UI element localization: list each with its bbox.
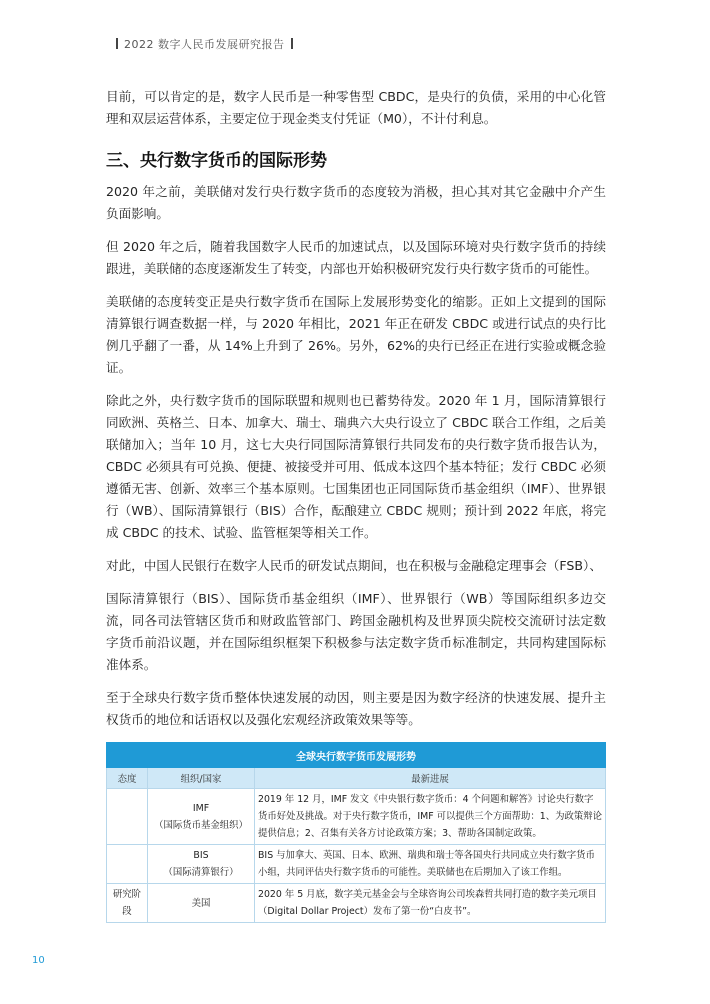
table-row — [107, 789, 606, 845]
body-paragraph: 但 2020 年之后，随着我国数字人民币的加速试点，以及国际环境对央行数字货币的持续跟进，美联储的态度逐渐发生了转变，内部也开始积极研究发行央行数字货币的可能性。 — [106, 239, 606, 276]
body-paragraph: 国际清算银行（BIS）、国际货币基金组织（IMF）、世界银行（WB）等国际组织多边交流，同各司法管辖区货币和财政监管部门、跨国金融机构及世界顶尖院校交流研讨法定数字货币前沿议题，并在国际组织框架下积极参与法定数字货币标准制定，共同构建国际标准体系。 — [106, 591, 606, 672]
table-header-stage: 态度 — [107, 768, 148, 789]
org-name: BIS — [193, 850, 209, 861]
running-header — [110, 36, 299, 52]
table-cell-stage — [107, 789, 148, 845]
table-header-org: 组织/国家 — [148, 768, 255, 789]
cbdc-table — [106, 742, 606, 923]
page-content — [106, 86, 606, 923]
body-paragraph: 除此之外，央行数字货币的国际联盟和规则也已蓄势待发。2020 年 1 月，国际清算银行同欧洲、英格兰、日本、加拿大、瑞士、瑞典六大央行设立了 CBDC 联合工作组，之后美联储加入；当年 10 月，这七大央行同国际清算银行共同发布的央行数字货币报告认为，CBDC 必须具有可兑换、便捷、被接受并可用、低成本这四个基本特征；发行 CBDC 必须遵循无害、创新、效率三个基本原则。七国集团也正同国际货币基金组织（IMF）、世界银行（WB）、国际清算银行（BIS）合作，酝酿建立 CBDC 规则；预计到 2022 年底，将完成 CBDC 的技术、试验、监管框架等相关工作。 — [106, 393, 606, 540]
table-cell-progress: 2020 年 5 月底，数字美元基金会与全球咨询公司埃森哲共同打造的数字美元项目（Digital Dollar Project）发布了第一份“白皮书”。 — [255, 884, 606, 923]
body-paragraph: 对此，中国人民银行在数字人民币的研发试点期间，也在积极与金融稳定理事会（FSB）、 — [106, 558, 602, 573]
table-cell-stage: 研究阶段 — [107, 884, 148, 923]
header-right-bar — [291, 38, 293, 49]
org-name: 美国 — [191, 897, 211, 909]
table-header-progress: 最新进展 — [255, 768, 606, 789]
table-row — [107, 845, 606, 884]
table-cell-org — [148, 789, 255, 845]
table-cell-progress: BIS 与加拿大、英国、日本、欧洲、瑞典和瑞士等各国央行共同成立央行数字货币小组，共同评估央行数字货币的可能性。美联储也在后期加入了该工作组。 — [255, 845, 606, 884]
header-title: 2022 数字人民币发展研究报告 — [124, 38, 285, 51]
section-heading: 三、央行数字货币的国际形势 — [106, 151, 327, 171]
org-name: IMF — [192, 802, 210, 814]
table-caption: 全球央行数字货币发展形势 — [107, 743, 606, 768]
table-cell-org — [148, 845, 255, 884]
body-paragraph: 2020 年之前，美联储对发行央行数字货币的态度较为消极，担心其对其它金融中介产生负面影响。 — [106, 184, 606, 221]
body-paragraph: 至于全球央行数字货币整体快速发展的动因，则主要是因为数字经济的快速发展、提升主权货币的地位和话语权以及强化宏观经济政策效果等等。 — [106, 690, 606, 727]
org-fullname: （国际货币基金组织） — [154, 819, 248, 831]
org-fullname: （国际清算银行） — [163, 867, 239, 878]
page-number: 10 — [32, 955, 45, 966]
table-cell-stage — [107, 845, 148, 884]
body-paragraph: 美联储的态度转变正是央行数字货币在国际上发展形势变化的缩影。正如上文提到的国际清算银行调查数据一样，与 2020 年相比，2021 年正在研发 CBDC 或进行试点的央行比例几乎翻了一番，从 14%上升到了 26%。另外，62%的央行已经正在进行实验或概念验证。 — [106, 294, 606, 375]
table-cell-org — [148, 884, 255, 923]
table-cell-progress: 2019 年 12 月，IMF 发文《中央银行数字货币：4 个问题和解答》讨论央行数字货币好处及挑战。对于央行数字货币，IMF 可以提供三个方面帮助：1、为政策辩论提供信息；2、召集有关各方讨论政策方案；3、帮助各国制定政策。 — [255, 789, 606, 845]
table-row — [107, 884, 606, 923]
header-left-bar — [116, 38, 118, 49]
intro-paragraph: 目前，可以肯定的是，数字人民币是一种零售型 CBDC，是央行的负债，采用的中心化管理和双层运营体系，主要定位于现金类支付凭证（M0），不计付利息。 — [106, 89, 606, 126]
